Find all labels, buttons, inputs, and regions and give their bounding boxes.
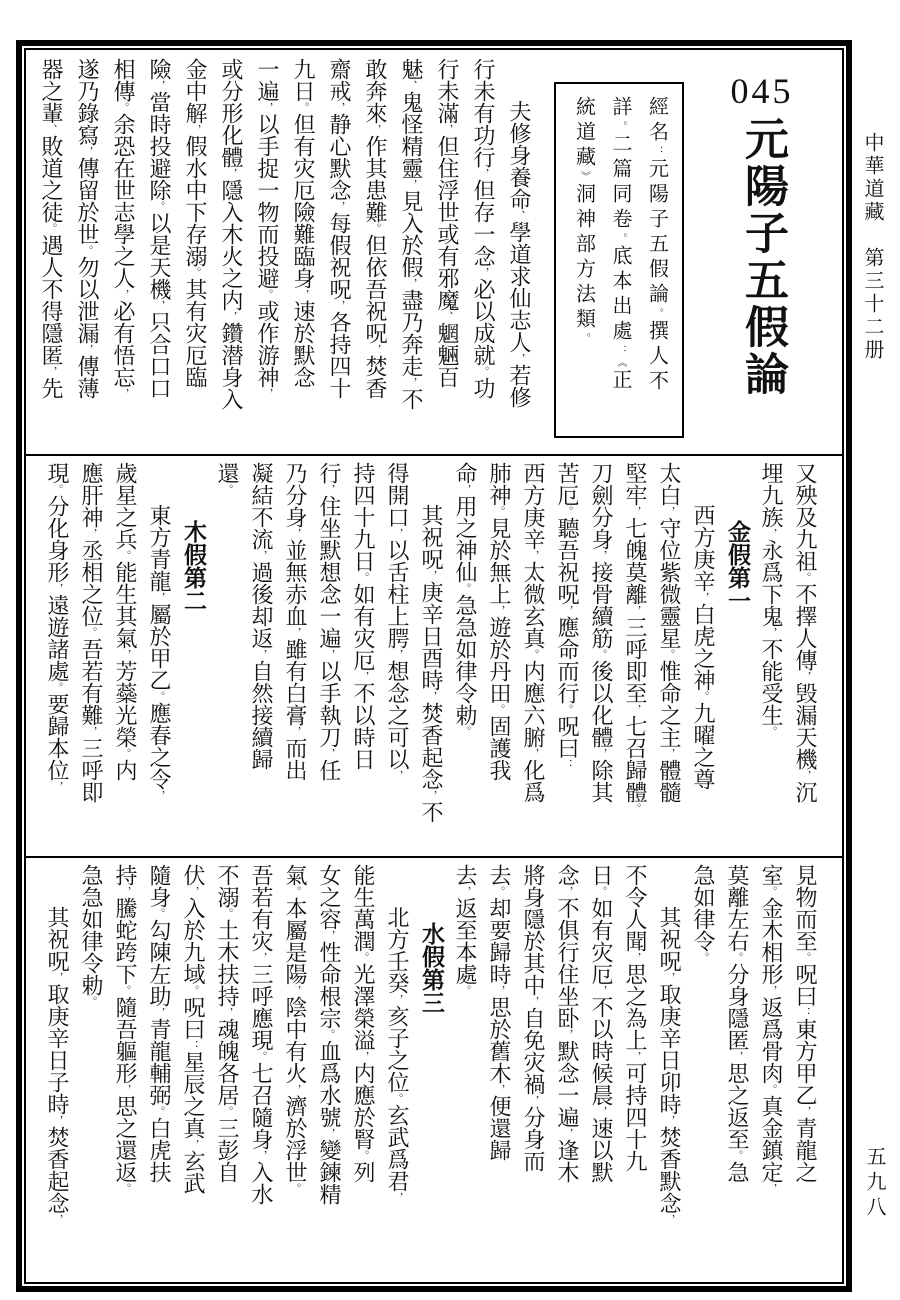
text-column: 肺神。見於無上，遊於丹田。固護我 [487, 462, 512, 781]
text-column: 持四十九日。如有灾厄，不以時日 [351, 462, 376, 770]
section-heading: 木假第二 [181, 520, 206, 612]
text-column: 去，返至本處。 [453, 864, 478, 996]
text-column: 將身隱於其中，自免灾禍，分身而 [521, 864, 546, 1172]
text-column: 統道藏》洞神部方法類。 [572, 96, 595, 345]
text-column: 命，用之神仙。急急如律令勅。 [453, 462, 478, 737]
page-title: 元陽子五假論 [738, 116, 787, 398]
colophon-box [554, 82, 684, 438]
text-column: 或分形化體，隱入木火之内，鑽潜身入 [219, 58, 244, 410]
page-border-frame [16, 40, 852, 1292]
text-column: 去。却要歸時，思於舊木，便還歸 [487, 864, 512, 1161]
text-column: 詳。二篇同卷。底本出處：《正 [609, 96, 631, 394]
text-column: 持，騰蛇跨下。隨吾軀形，思之還返。 [113, 864, 138, 1194]
text-column: 敢奔來，作其患難。但依吾祝呪，焚香 [363, 58, 388, 399]
page-border-inner [24, 48, 844, 1284]
text-section-bottom [26, 858, 842, 1282]
text-column: 其祝呪，取庚辛日子時，焚香起念， [45, 906, 70, 1225]
text-column: 氣。本屬是陽，陰中有火，濟於浮世。 [283, 864, 308, 1194]
text-column: 女之容，性命根宗。血爲水號，變鍊精 [317, 864, 342, 1205]
text-column: 能生萬潤。光澤榮溢，内應於腎。列 [351, 864, 376, 1183]
text-column: 齋戒，静心默念，每假祝呪，各持四十 [327, 58, 352, 399]
text-column: 又殃及九祖。不擇人傳，毁漏天機，沉 [793, 462, 818, 803]
text-column: 其祝呪，取庚辛日卯時，焚香默念， [657, 906, 682, 1225]
text-column: 北方壬癸，亥子之位。玄武爲君， [385, 906, 410, 1203]
text-column: 行未滿，但住浮世或有邪魔、魍魎百 [435, 58, 460, 388]
text-column: 東方青龍，屬於甲乙。應春之令， [147, 504, 172, 801]
text-column: 西方庚辛，白虎之神。九曜之尊 [691, 504, 716, 790]
text-column: 得開口，以舌柱上腭，想念之可以， [385, 462, 410, 781]
text-column: 西方庚辛，太微玄真。内應六腑，化爲 [521, 462, 546, 803]
text-column: 相傳。余恐在世志學之人，必有悟忘， [111, 58, 136, 399]
page-number: 五九八 [863, 1146, 885, 1221]
text-column: 隨身。勾陳左助，青龍輔弼。白虎扶 [147, 864, 172, 1183]
text-column: 不令人聞，思之為上，可持四十九 [623, 864, 648, 1172]
text-column: 九日。但有灾厄險難臨身，速於默念 [291, 58, 316, 388]
title-column [688, 56, 836, 454]
text-column: 埋九族，永爲下鬼，不能受生。 [759, 462, 784, 737]
text-column: 金中解，假水中下存溺。其有灾厄臨 [183, 58, 208, 388]
text-column: 苦厄。聽吾祝呪，應命而行。呪曰： [555, 462, 580, 770]
text-column: 還。 [215, 462, 240, 495]
text-column: 刀劍分身，接骨續筋。後以化體，除其 [589, 462, 614, 803]
text-column: 見物而至。呪曰：東方甲乙，青龍之 [793, 864, 818, 1183]
text-column: 凝結不流，過後却返，自然接續歸 [249, 462, 274, 770]
text-column: 室。金木相形，返爲骨肉。真金鎮定， [759, 864, 784, 1194]
text-column: 一遍，以手捉一物而投避。或作游神， [255, 58, 280, 399]
text-column: 行，住坐默想念一遍，以手執刀，任 [317, 462, 342, 781]
text-column: 莫離左右。分身隱匿，思之返至。急 [725, 864, 750, 1183]
text-column: 遂乃錄寫，傳留於世。勿以泄漏，傳薄 [75, 58, 100, 399]
text-columns-bottom [26, 858, 842, 1282]
text-column: 太白，守位紫微靈星。惟命之主，體髓 [657, 462, 682, 803]
text-column: 急如律令。 [691, 864, 716, 963]
text-column: 魅、鬼怪精靈，見入於假，盡乃奔走，不 [399, 58, 424, 410]
section-heading: 水假第三 [419, 922, 444, 1014]
text-column: 應肝神，丞相之位。吾若有難，三呼即 [79, 462, 104, 803]
text-column: 歲星之兵。能生其氣，芳蘂光榮。内 [113, 462, 138, 781]
text-columns-middle [26, 456, 842, 856]
document-number: 045 [730, 71, 794, 111]
text-column: 堅牢，七魄莫離，三呼即至，七召歸體。 [623, 462, 648, 814]
text-column: 伏，入於九域。呪曰：星辰之真，玄武 [181, 864, 206, 1194]
text-column: 經名：元陽子五假論。撰人不 [645, 96, 668, 395]
text-column: 行未有功行，但存一念，必以成就。功 [471, 58, 496, 399]
text-column: 其祝呪，庚辛日酉時，焚香起念，不 [419, 504, 444, 823]
text-columns-top [38, 56, 534, 454]
collection-volume-label: 中華道藏 第三十二册 [861, 132, 883, 362]
text-column: 險，當時投避除。以是天機，只合口口 [147, 58, 172, 399]
text-column: 不溺。土木扶持，魂魄各居。三彭自 [215, 864, 240, 1183]
text-section-middle [26, 456, 842, 856]
text-column: 急急如律令勅。 [79, 864, 104, 1007]
text-column: 器之輩、敗道之徒。遇人不得隱匿，先 [39, 58, 64, 399]
section-heading: 金假第一 [725, 520, 750, 612]
text-section-top [26, 50, 842, 454]
title-block [534, 56, 836, 454]
text-column: 念，不俱行住坐卧，默念一遍，逢木 [555, 864, 580, 1183]
text-column: 乃分身，並無赤血，雖有白膏，而出 [283, 462, 308, 781]
text-column: 日。如有灾厄，不以時候晨，速以默 [589, 864, 614, 1183]
text-column: 現。分化身形，遠遊諸處。要歸本位， [45, 462, 70, 792]
text-column: 夫修身養命、學道求仙志人，若修 [507, 100, 532, 408]
text-column: 吾若有灾，三呼應現。七召隨身，入水 [249, 864, 274, 1205]
